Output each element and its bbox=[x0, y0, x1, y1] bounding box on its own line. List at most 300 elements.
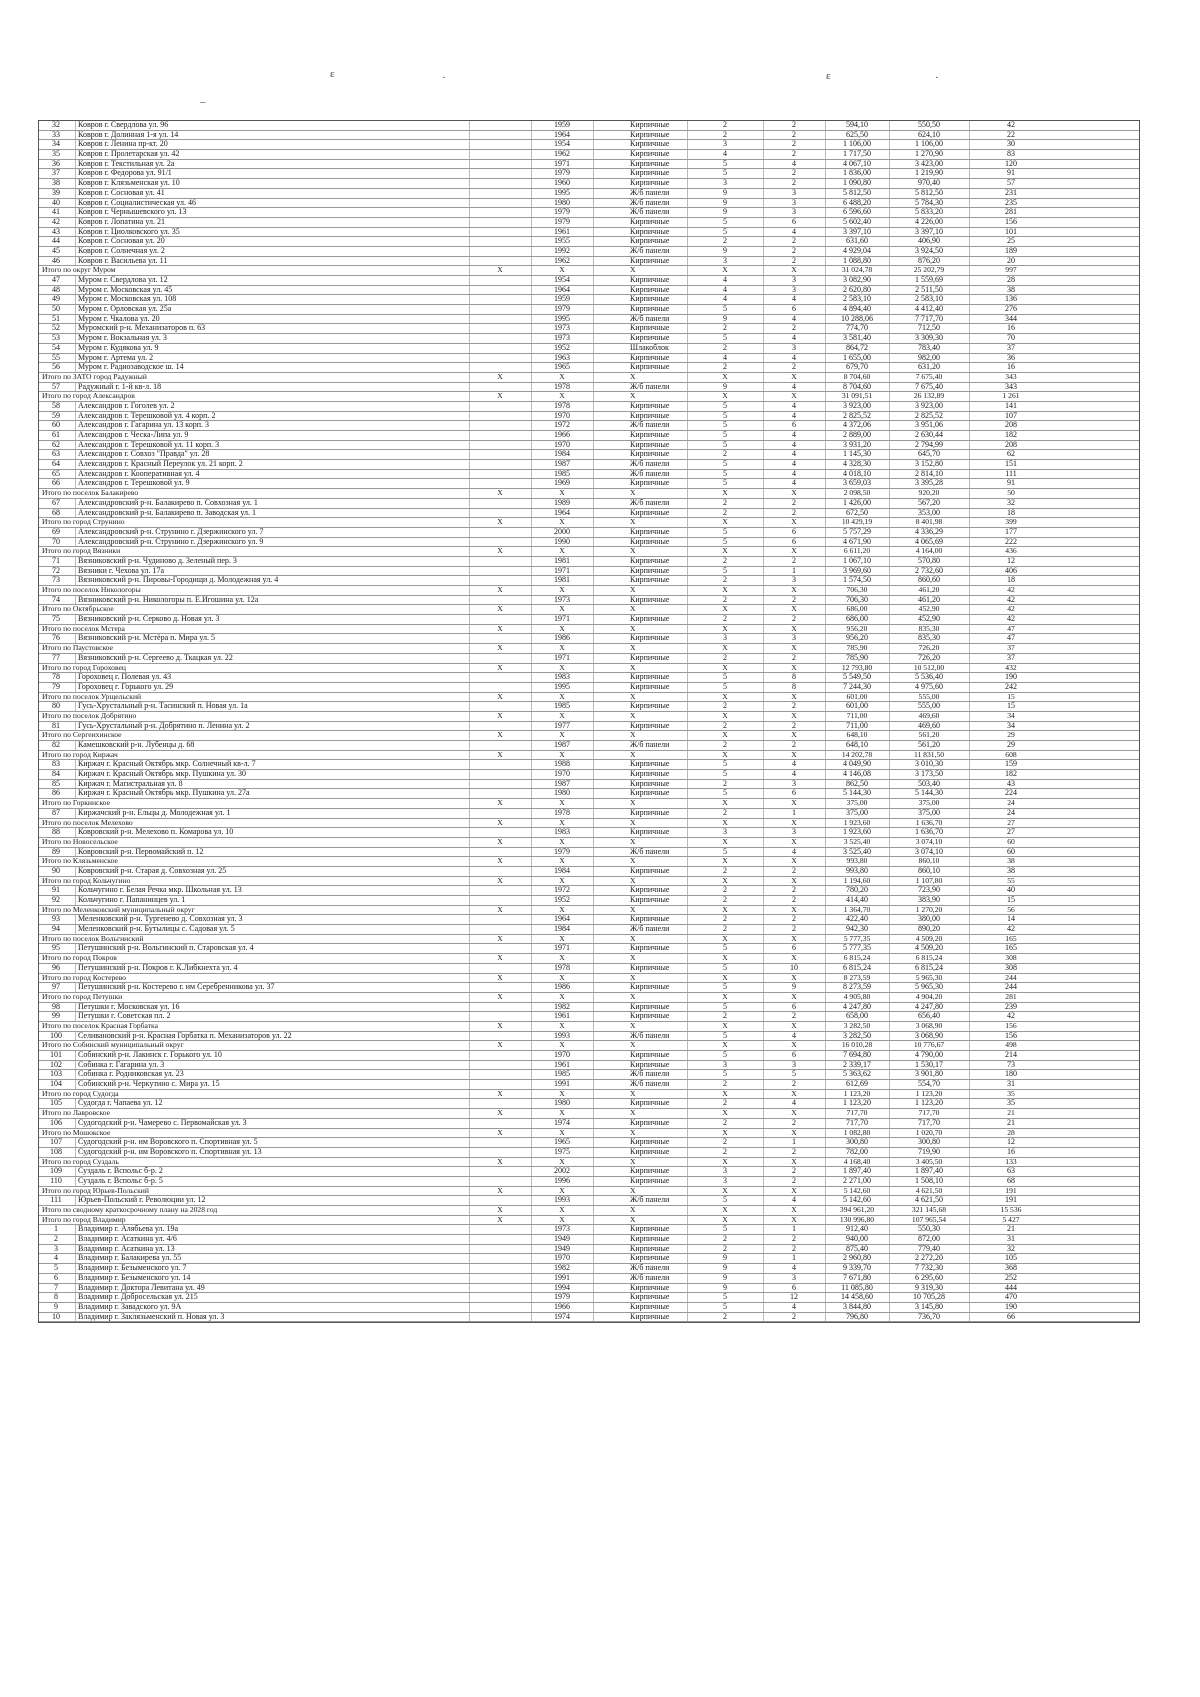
living-area-cell: 4 065,69 bbox=[889, 538, 968, 547]
build-year-cell: 1961 bbox=[531, 1061, 592, 1070]
row-number-cell: 41 bbox=[52, 208, 60, 217]
floors-cell: 2 bbox=[687, 324, 762, 333]
address-cell: Владимир г. Асаткина ул. 4/6 bbox=[75, 1235, 470, 1244]
wall-material-cell: Кирпичные bbox=[593, 828, 685, 837]
total-marker-cell bbox=[469, 1119, 530, 1128]
living-area-cell: 3 395,28 bbox=[889, 479, 968, 488]
floors-cell: 2 bbox=[687, 576, 762, 585]
living-area-cell: 3 068,90 bbox=[889, 1022, 968, 1031]
living-area-cell: 8 401,98 bbox=[889, 518, 968, 527]
total-area-cell: 612,69 bbox=[825, 1080, 888, 1089]
residents-cell: 120 bbox=[969, 160, 1052, 169]
row-number-cell: 63 bbox=[52, 450, 60, 459]
total-area-cell: 14 458,60 bbox=[825, 1293, 888, 1302]
build-year-cell: X bbox=[531, 838, 592, 847]
address-cell: Гороховец г. Полевая ул. 43 bbox=[75, 673, 470, 682]
table-row bbox=[39, 169, 1139, 179]
entrances-cell: 2 bbox=[763, 179, 824, 188]
address-cell: Петушинский р-н. Костерево г. им Серебренникова ул. 37 bbox=[75, 983, 470, 992]
living-area-cell: 1 530,17 bbox=[889, 1061, 968, 1070]
row-number-cell: 78 bbox=[52, 673, 60, 682]
table-row bbox=[39, 1119, 1139, 1129]
entrances-cell: 2 bbox=[763, 509, 824, 518]
build-year-cell: X bbox=[531, 547, 592, 556]
wall-material-cell: Кирпичные bbox=[593, 867, 685, 876]
build-year-cell: 1978 bbox=[531, 964, 592, 973]
wall-material-cell: X bbox=[593, 586, 685, 595]
subtotal-row bbox=[39, 1129, 1139, 1139]
address-cell: Муром г. Кудякова ул. 9 bbox=[75, 344, 470, 353]
wall-material-cell: Кирпичные bbox=[593, 809, 685, 818]
build-year-cell: X bbox=[531, 906, 592, 915]
living-area-cell: 4 975,60 bbox=[889, 683, 968, 692]
address-cell: Итого по город Суздаль bbox=[42, 1157, 119, 1166]
table-row bbox=[39, 1061, 1139, 1071]
floors-cell: 5 bbox=[687, 470, 762, 479]
living-area-cell: 10 705,28 bbox=[889, 1293, 968, 1302]
entrances-cell: 4 bbox=[763, 412, 824, 421]
address-cell: Камешковский р-н. Лубенцы д. 68 bbox=[75, 741, 470, 750]
subtotal-row bbox=[39, 518, 1139, 528]
living-area-cell: 4 621,50 bbox=[889, 1187, 968, 1196]
total-area-cell: 956,20 bbox=[825, 634, 888, 643]
row-number-cell: 55 bbox=[52, 353, 60, 362]
total-marker-cell bbox=[469, 1303, 530, 1312]
floors-cell: 5 bbox=[687, 848, 762, 857]
wall-material-cell: Кирпичные bbox=[593, 441, 685, 450]
floors-cell: 2 bbox=[687, 1012, 762, 1021]
residents-cell: 29 bbox=[969, 731, 1052, 740]
address-cell: Ковров г. Солнечная ул. 2 bbox=[75, 247, 470, 256]
row-number-cell: 100 bbox=[50, 1031, 62, 1040]
total-area-cell: 5 363,62 bbox=[825, 1070, 888, 1079]
row-number-cell: 53 bbox=[52, 334, 60, 343]
build-year-cell: 1993 bbox=[531, 1196, 592, 1205]
total-area-cell: 3 525,40 bbox=[825, 838, 888, 847]
floors-cell: 2 bbox=[687, 557, 762, 566]
address-cell: Киржач г. Красный Октябрь мкр. Пушкина ул. 27а bbox=[75, 789, 470, 798]
address-cell: Ковров г. Сосновая ул. 20 bbox=[75, 237, 470, 246]
residents-cell: 66 bbox=[969, 1313, 1052, 1322]
residents-cell: 191 bbox=[969, 1196, 1052, 1205]
table-row bbox=[39, 499, 1139, 509]
address-cell: Итого по поселок Никологоры bbox=[42, 586, 141, 594]
wall-material-cell: Кирпичные bbox=[593, 1245, 685, 1254]
floors-cell: 3 bbox=[687, 1061, 762, 1070]
entrances-cell: 4 bbox=[763, 1099, 824, 1108]
entrances-cell: X bbox=[763, 266, 824, 275]
residents-cell: 224 bbox=[969, 789, 1052, 798]
build-year-cell: 1985 bbox=[531, 702, 592, 711]
total-marker-cell bbox=[469, 789, 530, 798]
wall-material-cell: X bbox=[593, 693, 685, 702]
address-cell: Муром г. Артема ул. 2 bbox=[75, 354, 470, 363]
residents-cell: 42 bbox=[969, 121, 1052, 130]
residents-cell: 68 bbox=[969, 1177, 1052, 1186]
entrances-cell: 2 bbox=[763, 615, 824, 624]
total-area-cell: 672,50 bbox=[825, 509, 888, 518]
address-cell: Итого по город Судогда bbox=[42, 1089, 119, 1098]
address-cell: Александров г. Кооперативная ул. 4 bbox=[75, 470, 470, 479]
entrances-cell: 2 bbox=[763, 1313, 824, 1322]
total-marker-cell bbox=[469, 964, 530, 973]
table-row bbox=[39, 634, 1139, 644]
living-area-cell: 3 309,30 bbox=[889, 334, 968, 343]
address-cell: Собинка г. Родниковская ул. 23 bbox=[75, 1070, 470, 1079]
entrances-cell: 8 bbox=[763, 673, 824, 682]
total-area-cell: 14 202,78 bbox=[825, 751, 888, 760]
residents-cell: 15 bbox=[969, 896, 1052, 905]
total-area-cell: 956,20 bbox=[825, 625, 888, 634]
total-marker-cell bbox=[469, 1313, 530, 1322]
floors-cell: X bbox=[687, 993, 762, 1002]
address-cell: Владимир г. Безыменского ул. 14 bbox=[75, 1274, 470, 1283]
build-year-cell: X bbox=[531, 1022, 592, 1031]
address-cell: Итого по поселок Вольгинский bbox=[42, 934, 144, 943]
row-number-cell: 48 bbox=[52, 285, 60, 294]
wall-material-cell: Кирпичные bbox=[593, 1284, 685, 1293]
total-area-cell: 648,10 bbox=[825, 731, 888, 740]
row-number-cell: 47 bbox=[52, 276, 60, 284]
wall-material-cell: X bbox=[593, 731, 685, 740]
floors-cell: 5 bbox=[687, 441, 762, 450]
residents-cell: 70 bbox=[969, 334, 1052, 343]
build-year-cell: 1984 bbox=[531, 925, 592, 934]
total-area-cell: 4 168,40 bbox=[825, 1158, 888, 1167]
total-marker-cell bbox=[469, 673, 530, 682]
entrances-cell: 1 bbox=[763, 1254, 824, 1263]
row-number-cell: 1 bbox=[54, 1225, 58, 1234]
floors-cell: 3 bbox=[687, 140, 762, 149]
build-year-cell: 1970 bbox=[531, 412, 592, 421]
total-marker-cell: X bbox=[469, 392, 530, 401]
entrances-cell: X bbox=[763, 644, 824, 653]
floors-cell: 2 bbox=[687, 915, 762, 924]
residents-cell: 214 bbox=[969, 1051, 1052, 1060]
total-marker-cell bbox=[469, 983, 530, 992]
wall-material-cell: Кирпичные bbox=[593, 1293, 685, 1302]
total-area-cell: 4 067,10 bbox=[825, 160, 888, 169]
entrances-cell: 1 bbox=[763, 567, 824, 576]
floors-cell: 2 bbox=[687, 1245, 762, 1254]
living-area-cell: 3 923,00 bbox=[889, 402, 968, 411]
residents-cell: 343 bbox=[969, 383, 1052, 392]
table-row bbox=[39, 1032, 1139, 1042]
living-area-cell: 656,40 bbox=[889, 1012, 968, 1021]
build-year-cell: 1969 bbox=[531, 479, 592, 488]
total-area-cell: 658,00 bbox=[825, 1012, 888, 1021]
address-cell: Итого по поселок Мстера bbox=[42, 624, 125, 633]
living-area-cell: 2 794,99 bbox=[889, 441, 968, 450]
residents-cell: 18 bbox=[969, 576, 1052, 585]
address-cell: Ковров г. Социалистическая ул. 46 bbox=[75, 199, 470, 208]
address-cell: Александров г. Красный Переулок ул. 21 корп. 2 bbox=[75, 460, 470, 469]
living-area-cell: 452,90 bbox=[889, 605, 968, 614]
address-cell: Итого по поселок Красная Горбатка bbox=[42, 1021, 158, 1030]
wall-material-cell: Кирпичные bbox=[593, 121, 685, 130]
subtotal-row bbox=[39, 954, 1139, 964]
wall-material-cell: X bbox=[593, 857, 685, 866]
floors-cell: 5 bbox=[687, 1070, 762, 1079]
entrances-cell: 5 bbox=[763, 1070, 824, 1079]
address-cell: Муром г. Вокзальная ул. 3 bbox=[75, 334, 470, 343]
entrances-cell: 4 bbox=[763, 479, 824, 488]
living-area-cell: 2 630,44 bbox=[889, 431, 968, 440]
residents-cell: 91 bbox=[969, 169, 1052, 178]
total-area-cell: 780,20 bbox=[825, 886, 888, 895]
table-row bbox=[39, 925, 1139, 935]
build-year-cell: X bbox=[531, 751, 592, 760]
floors-cell: X bbox=[687, 266, 762, 275]
total-marker-cell bbox=[469, 363, 530, 372]
build-year-cell: 1971 bbox=[531, 944, 592, 953]
build-year-cell: 1962 bbox=[531, 150, 592, 159]
row-number-cell: 99 bbox=[52, 1012, 60, 1021]
wall-material-cell: Кирпичные bbox=[593, 402, 685, 411]
entrances-cell: 2 bbox=[763, 896, 824, 905]
row-number-cell: 79 bbox=[52, 682, 60, 691]
address-cell: Ковров г. Долинная 1-я ул. 14 bbox=[75, 131, 470, 140]
total-marker-cell: X bbox=[469, 751, 530, 760]
entrances-cell: 3 bbox=[763, 634, 824, 643]
total-area-cell: 711,00 bbox=[825, 722, 888, 731]
wall-material-cell: Кирпичные bbox=[593, 1051, 685, 1060]
total-area-cell: 601,00 bbox=[825, 693, 888, 702]
floors-cell: 3 bbox=[687, 828, 762, 837]
residents-cell: 62 bbox=[969, 450, 1052, 459]
row-number-cell: 68 bbox=[52, 508, 60, 517]
living-area-cell: 2 825,52 bbox=[889, 412, 968, 421]
total-area-cell: 1 717,50 bbox=[825, 150, 888, 159]
living-area-cell: 2 272,20 bbox=[889, 1254, 968, 1263]
build-year-cell: X bbox=[531, 993, 592, 1002]
table-row bbox=[39, 199, 1139, 209]
wall-material-cell: Кирпичные bbox=[593, 596, 685, 605]
living-area-cell: 835,30 bbox=[889, 625, 968, 634]
living-area-cell: 1 020,70 bbox=[889, 1129, 968, 1138]
row-number-cell: 51 bbox=[52, 314, 60, 323]
table-row bbox=[39, 567, 1139, 577]
total-area-cell: 2 098,50 bbox=[825, 489, 888, 498]
total-area-cell: 5 602,40 bbox=[825, 218, 888, 227]
address-cell: Киржач г. Магистральная ул. 8 bbox=[75, 780, 470, 789]
row-number-cell: 89 bbox=[52, 847, 60, 856]
residents-cell: 16 bbox=[969, 363, 1052, 372]
address-cell: Ковровский р-н. Старая д. Совхозная ул. 25 bbox=[75, 867, 470, 876]
address-cell: Муром г. Свердлова ул. 12 bbox=[75, 276, 470, 285]
build-year-cell: 1970 bbox=[531, 441, 592, 450]
row-number-cell: 46 bbox=[52, 256, 60, 265]
subtotal-row bbox=[39, 857, 1139, 867]
total-area-cell: 375,00 bbox=[825, 799, 888, 808]
row-number-cell: 111 bbox=[50, 1196, 62, 1205]
build-year-cell: 1963 bbox=[531, 354, 592, 363]
living-area-cell: 719,90 bbox=[889, 1148, 968, 1157]
total-marker-cell: X bbox=[469, 974, 530, 983]
floors-cell: X bbox=[687, 1041, 762, 1050]
build-year-cell: 1955 bbox=[531, 237, 592, 246]
living-area-cell: 712,50 bbox=[889, 324, 968, 333]
wall-material-cell: Ж/б панели bbox=[593, 470, 685, 479]
table-row bbox=[39, 286, 1139, 296]
total-marker-cell bbox=[469, 169, 530, 178]
row-number-cell: 9 bbox=[54, 1302, 58, 1311]
total-area-cell: 4 247,80 bbox=[825, 1003, 888, 1012]
wall-material-cell: Ж/б панели bbox=[593, 1196, 685, 1205]
floors-cell: 5 bbox=[687, 305, 762, 314]
residents-cell: 105 bbox=[969, 1254, 1052, 1263]
entrances-cell: 3 bbox=[763, 344, 824, 353]
floors-cell: 4 bbox=[687, 295, 762, 304]
build-year-cell: 1971 bbox=[531, 615, 592, 624]
living-area-cell: 3 068,90 bbox=[889, 1032, 968, 1041]
address-cell: Собинка г. Гагарина ул. 3 bbox=[75, 1061, 470, 1070]
entrances-cell: X bbox=[763, 935, 824, 944]
living-area-cell: 872,00 bbox=[889, 1235, 968, 1244]
living-area-cell: 717,70 bbox=[889, 1119, 968, 1128]
floors-cell: X bbox=[687, 392, 762, 401]
floors-cell: 3 bbox=[687, 257, 762, 266]
address-cell: Кольчугино г. Папанинцев ул. 1 bbox=[75, 896, 470, 905]
build-year-cell: 1954 bbox=[531, 140, 592, 149]
residents-cell: 83 bbox=[969, 150, 1052, 159]
total-marker-cell bbox=[469, 896, 530, 905]
entrances-cell: 4 bbox=[763, 1303, 824, 1312]
wall-material-cell: Кирпичные bbox=[593, 354, 685, 363]
total-area-cell: 594,10 bbox=[825, 121, 888, 130]
living-area-cell: 11 831,50 bbox=[889, 751, 968, 760]
total-area-cell: 394 961,20 bbox=[825, 1206, 888, 1215]
floors-cell: X bbox=[687, 1187, 762, 1196]
build-year-cell: 1987 bbox=[531, 780, 592, 789]
wall-material-cell: X bbox=[593, 712, 685, 721]
living-area-cell: 920,20 bbox=[889, 489, 968, 498]
total-area-cell: 8 704,60 bbox=[825, 383, 888, 392]
address-cell: Итого по поселок Мелехово bbox=[42, 818, 133, 827]
wall-material-cell: Кирпичные bbox=[593, 363, 685, 372]
wall-material-cell: Кирпичные bbox=[593, 915, 685, 924]
total-marker-cell bbox=[469, 1177, 530, 1186]
living-area-cell: 970,40 bbox=[889, 179, 968, 188]
entrances-cell: 6 bbox=[763, 1051, 824, 1060]
entrances-cell: 4 bbox=[763, 228, 824, 237]
table-row bbox=[39, 450, 1139, 460]
row-number-cell: 59 bbox=[52, 411, 60, 420]
build-year-cell: 1996 bbox=[531, 1177, 592, 1186]
wall-material-cell: X bbox=[593, 906, 685, 915]
living-area-cell: 3 924,50 bbox=[889, 247, 968, 256]
table-row bbox=[39, 576, 1139, 586]
residents-cell: 101 bbox=[969, 228, 1052, 237]
total-area-cell: 2 960,80 bbox=[825, 1254, 888, 1263]
table-row bbox=[39, 848, 1139, 858]
floors-cell: X bbox=[687, 857, 762, 866]
build-year-cell: 1995 bbox=[531, 315, 592, 324]
total-marker-cell: X bbox=[469, 1129, 530, 1138]
entrances-cell: 3 bbox=[763, 780, 824, 789]
floors-cell: 4 bbox=[687, 276, 762, 285]
living-area-cell: 4 247,80 bbox=[889, 1003, 968, 1012]
residents-cell: 244 bbox=[969, 974, 1052, 983]
living-area-cell: 1 123,20 bbox=[889, 1099, 968, 1108]
build-year-cell: 1995 bbox=[531, 683, 592, 692]
build-year-cell: X bbox=[531, 1187, 592, 1196]
address-cell: Киржачский р-н. Ельцы д. Молодежная ул. 1 bbox=[75, 809, 470, 818]
living-area-cell: 550,30 bbox=[889, 1225, 968, 1234]
residents-cell: 50 bbox=[969, 489, 1052, 498]
row-number-cell: 37 bbox=[52, 169, 60, 178]
total-area-cell: 4 894,40 bbox=[825, 305, 888, 314]
table-row bbox=[39, 344, 1139, 354]
build-year-cell: X bbox=[531, 712, 592, 721]
total-area-cell: 625,50 bbox=[825, 131, 888, 140]
total-marker-cell bbox=[469, 1264, 530, 1273]
wall-material-cell: X bbox=[593, 1041, 685, 1050]
build-year-cell: X bbox=[531, 266, 592, 275]
subtotal-row bbox=[39, 1090, 1139, 1100]
build-year-cell: 1982 bbox=[531, 1264, 592, 1273]
row-number-cell: 69 bbox=[52, 527, 60, 536]
residents-cell: 16 bbox=[969, 324, 1052, 333]
subtotal-row bbox=[39, 1041, 1139, 1051]
wall-material-cell: X bbox=[593, 373, 685, 382]
residents-cell: 208 bbox=[969, 441, 1052, 450]
total-area-cell: 300,80 bbox=[825, 1138, 888, 1147]
floors-cell: 5 bbox=[687, 479, 762, 488]
total-marker-cell bbox=[469, 257, 530, 266]
build-year-cell: X bbox=[531, 664, 592, 673]
total-marker-cell bbox=[469, 460, 530, 469]
address-cell: Вязниковский р-н. Пировы-Городищи д. Молодежная ул. 4 bbox=[75, 576, 470, 585]
wall-material-cell: Кирпичные bbox=[593, 886, 685, 895]
build-year-cell: 1962 bbox=[531, 257, 592, 266]
build-year-cell: X bbox=[531, 1216, 592, 1225]
residents-cell: 208 bbox=[969, 421, 1052, 430]
wall-material-cell: Кирпичные bbox=[593, 1012, 685, 1021]
floors-cell: X bbox=[687, 731, 762, 740]
living-area-cell: 717,70 bbox=[889, 1109, 968, 1118]
floors-cell: 5 bbox=[687, 538, 762, 547]
build-year-cell: 1971 bbox=[531, 160, 592, 169]
residents-cell: 151 bbox=[969, 460, 1052, 469]
table-row bbox=[39, 1196, 1139, 1206]
address-cell: Итого по Паустовское bbox=[42, 644, 114, 653]
build-year-cell: 1964 bbox=[531, 286, 592, 295]
entrances-cell: 4 bbox=[763, 760, 824, 769]
build-year-cell: 1952 bbox=[531, 344, 592, 353]
entrances-cell: X bbox=[763, 751, 824, 760]
wall-material-cell: X bbox=[593, 489, 685, 498]
total-area-cell: 4 328,30 bbox=[825, 460, 888, 469]
entrances-cell: 6 bbox=[763, 528, 824, 537]
address-cell: Александров г. Терешковой ул. 11 корп. 3 bbox=[75, 441, 470, 450]
residents-cell: 12 bbox=[969, 557, 1052, 566]
row-number-cell: 94 bbox=[52, 925, 60, 934]
residents-cell: 34 bbox=[969, 712, 1052, 721]
total-marker-cell: X bbox=[469, 1022, 530, 1031]
floors-cell: 5 bbox=[687, 228, 762, 237]
residents-cell: 42 bbox=[969, 596, 1052, 605]
floors-cell: 5 bbox=[687, 944, 762, 953]
floors-cell: X bbox=[687, 693, 762, 702]
total-area-cell: 3 659,03 bbox=[825, 479, 888, 488]
wall-material-cell: Ж/б панели bbox=[593, 925, 685, 934]
build-year-cell: 1986 bbox=[531, 983, 592, 992]
build-year-cell: 1966 bbox=[531, 431, 592, 440]
address-cell: Вязниковский р-н. Сергеево д. Ткацкая ул. 22 bbox=[75, 654, 470, 663]
residents-cell: 63 bbox=[969, 1167, 1052, 1176]
entrances-cell: X bbox=[763, 857, 824, 866]
